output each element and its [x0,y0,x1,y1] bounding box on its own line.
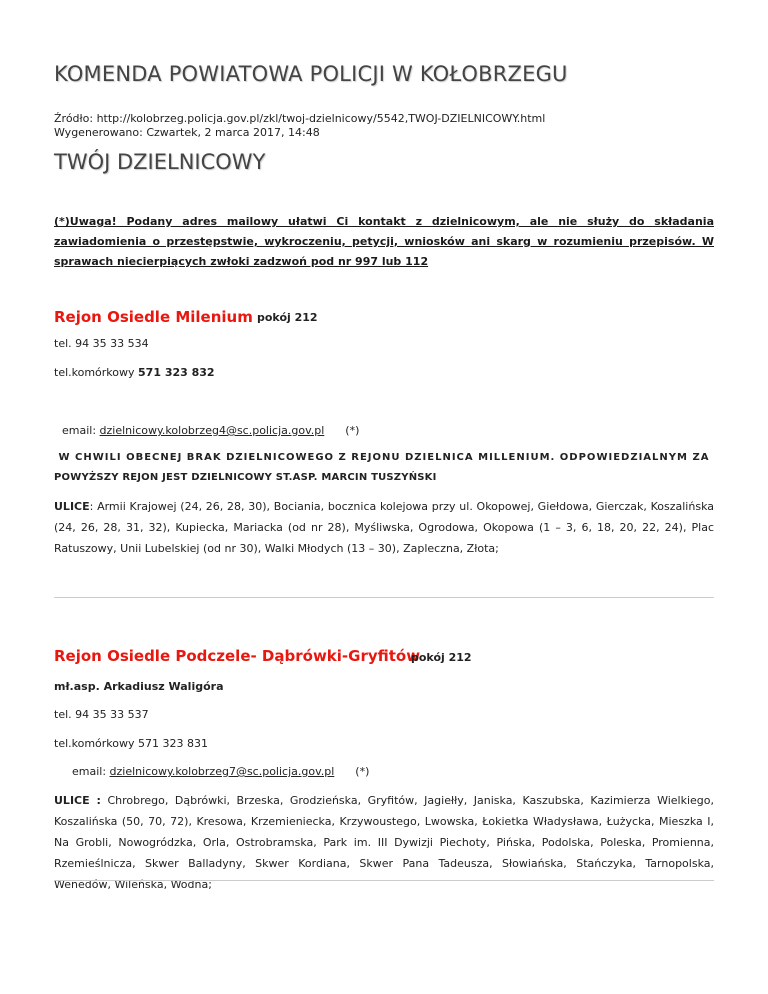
email-note: (*) [355,765,370,778]
officer-name: mł.asp. Arkadiusz Waligóra [54,680,224,693]
mobile-line [54,737,208,750]
email-note: (*) [345,424,360,437]
announcement-line-1: W CHWILI OBECNEJ BRAK DZIELNICOWEGO Z REJONU DZIELNICA MILLENIUM. ODPOWIEDZIALNYM ZA [58,452,710,463]
announcement-line-2: POWYŻSZY REJON JEST DZIELNICOWY ST.ASP. MARCIN TUSZYŃSKI [54,472,437,483]
phone-number: 94 35 33 534 [75,337,149,350]
source-line: Źródło: http://kolobrzeg.policja.gov.pl/zkl/twoj-dzielnicowy/5542,TWOJ-DZIELNICOWY.html [54,112,546,125]
streets-label: ULICE [54,500,90,513]
streets-text: : Armii Krajowej (24, 26, 28, 30), Bociania, bocznica kolejowa przy ul. Okopowej, Giełdowa, Gierczak, Koszalińska (24, 26, 28, 31, 32), Kupiecka, Mariacka (od nr 28), Myśliwska, Ogrodowa, Okopowa (1 – 3, 6, 18, 20, 22, 24), Plac Ratuszowy, Unii Lubelskiej (od nr 30), Walki Młodych (13 – 30), Zapleczna, Złota; [54,500,714,555]
streets-label: ULICE : [54,794,101,807]
email-link[interactable]: dzielnicowy.kolobrzeg4@sc.policja.gov.pl [99,424,325,437]
email-label: email: [72,765,107,778]
site-title: KOMENDA POWIATOWA POLICJI W KOŁOBRZEGU [54,62,568,86]
region-title-podczele: Rejon Osiedle Podczele- Dąbrówki-Gryfitów [54,647,421,665]
streets-text: Chrobrego, Dąbrówki, Brzeska, Grodzieńska, Gryfitów, Jagiełły, Janiska, Kaszubska, Kazimierza Wielkiego, Koszalińska (50, 70, 72), Kresowa, Krzemieniecka, Krzywoustego, Lwowska, Łokietka Władysława, Łużycka, Mieszka I, Na Grobli, Nowogródzka, Orla, Ostrobramska, Park im. III Dywizji Piechoty, Pińska, Podolska, Poleska, Promienna, Rzemieślnicza, Skwer Balladyny, Skwer Kordiana, Skwer Pana Tadeusza, Słowiańska, Stańczyka, Tarnopolska, Wenedów, Wileńska, Wodna; [54,794,715,891]
section-divider [54,597,714,598]
region-title-milenium: Rejon Osiedle Milenium [54,308,253,326]
mobile-label: tel.komórkowy [54,366,135,379]
streets-list [54,496,714,559]
phone-line [54,337,149,350]
phone-line [54,708,149,721]
mobile-line [54,366,215,379]
email-line [72,765,369,778]
document-meta [54,112,545,140]
mobile-number: 571 323 831 [138,737,209,750]
mobile-label: tel.komórkowy [54,737,135,750]
page-title: TWÓJ DZIELNICOWY [54,150,266,174]
phone-label: tel. [54,337,72,350]
phone-label: tel. [54,708,72,721]
email-line [62,424,359,437]
room-number: pokój 212 [257,311,318,324]
vacancy-announcement [54,448,714,488]
mobile-number: 571 323 832 [138,366,215,379]
generated-line: Wygenerowano: Czwartek, 2 marca 2017, 14:48 [54,126,320,139]
email-label: email: [62,424,97,437]
room-number: pokój 212 [411,651,472,664]
phone-number: 94 35 33 537 [75,708,149,721]
email-link[interactable]: dzielnicowy.kolobrzeg7@sc.policja.gov.pl [109,765,335,778]
email-notice: (*)Uwaga! Podany adres mailowy ułatwi Ci kontakt z dzielnicowym, ale nie służy do składania zawiadomienia o przestępstwie, wykroczeniu, petycji, wniosków ani skarg w rozumieniu przepisów. W sprawach niecierpiących zwłoki zadzwoń pod nr 997 lub 112 [54,215,714,268]
section-divider [54,880,714,881]
